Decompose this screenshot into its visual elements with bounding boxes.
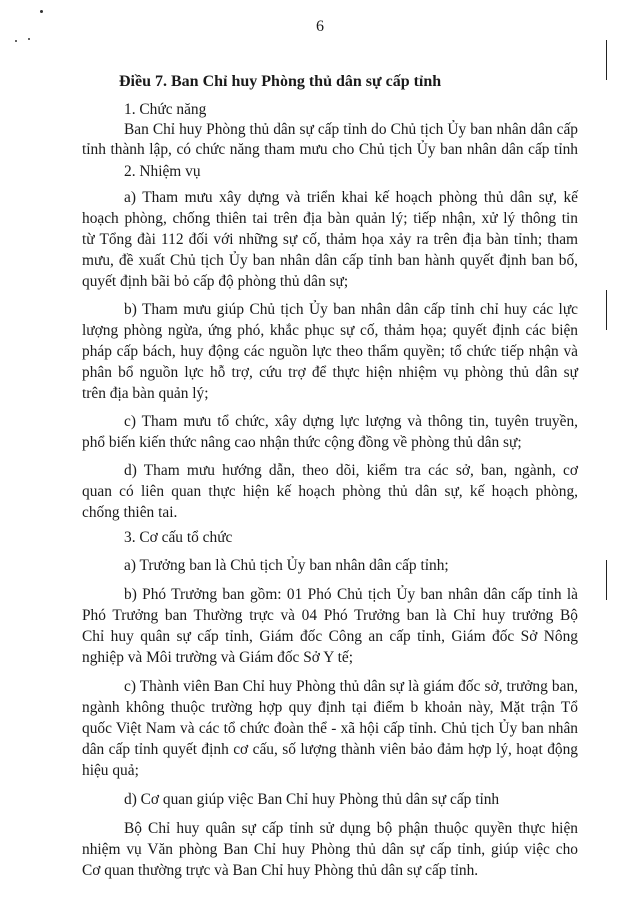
text-line: dân cấp tỉnh quyết định cơ cấu, số lượng thành viên bảo đảm hợp lý, hoạt động — [82, 741, 578, 758]
text-line: quyết định bãi bỏ cấp độ phòng thủ dân sự; — [82, 273, 349, 290]
text-line: từ Tổng đài 112 đối với những sự cố, thảm họa xảy ra trên địa bàn tỉnh; tham — [82, 231, 578, 248]
text-line: hiệu quả; — [82, 762, 139, 779]
text-line: hoạch phòng, chống thiên tai trên địa bàn quản lý; tiếp nhận, xử lý thông tin — [82, 210, 578, 227]
text-line: Bộ Chỉ huy quân sự cấp tỉnh sử dụng bộ phận thuộc quyền thực hiện — [124, 820, 578, 837]
text-line: c) Thành viên Ban Chỉ huy Phòng thủ dân sự là giám đốc sở, trưởng ban, — [124, 678, 578, 695]
section-heading: 1. Chức năng — [124, 101, 207, 118]
text-line: c) Tham mưu tổ chức, xây dựng lực lượng và thông tin, tuyên truyền, — [124, 413, 578, 430]
text-line: quốc Việt Nam và các tổ chức đoàn thể - xã hội cấp tỉnh. Chủ tịch Ủy ban nhân — [82, 720, 578, 737]
section-heading: 2. Nhiệm vụ — [124, 163, 201, 180]
text-line: chống thiên tai. — [82, 504, 178, 521]
text-line: Ban Chỉ huy Phòng thủ dân sự cấp tỉnh do Chủ tịch Ủy ban nhân dân cấp — [124, 121, 578, 138]
scan-speck — [15, 40, 17, 42]
text-line: a) Trưởng ban là Chủ tịch Ủy ban nhân dân cấp tỉnh; — [124, 557, 449, 574]
text-line: d) Cơ quan giúp việc Ban Chỉ huy Phòng thủ dân sự cấp tỉnh — [124, 791, 500, 808]
text-line: mưu, đề xuất Chủ tịch Ủy ban nhân dân cấp tỉnh ban hành quyết định ban bố, — [82, 252, 578, 269]
text-line: nhiệm vụ Văn phòng Ban Chỉ huy Phòng thủ dân sự cấp tỉnh, giúp việc cho — [82, 841, 578, 858]
article-title: Điều 7. Ban Chỉ huy Phòng thủ dân sự cấp tỉnh — [119, 73, 442, 90]
scan-speck — [40, 10, 43, 13]
text-line: trên địa bàn quản lý; — [82, 385, 209, 402]
scan-edge-line — [606, 290, 607, 330]
text-line: ngành không thuộc trường hợp quy định tại điểm b khoản này, Mặt trận Tổ — [82, 699, 578, 716]
text-line: lượng phòng ngừa, ứng phó, khắc phục sự cố, thảm họa; quyết định các biện — [82, 322, 578, 339]
text-line: d) Tham mưu hướng dẫn, theo dõi, kiểm tra các sở, ban, ngành, cơ — [124, 462, 578, 479]
text-line: phổ biến kiến thức nâng cao nhận thức cộng đồng về phòng thủ dân sự; — [82, 434, 522, 451]
text-line: a) Tham mưu xây dựng và triển khai kế hoạch phòng thủ dân sự, kế — [124, 189, 578, 206]
text-line: b) Phó Trưởng ban gồm: 01 Phó Chủ tịch Ủy ban nhân dân cấp tỉnh là — [124, 586, 578, 603]
text-line: quan có liên quan thực hiện kế hoạch phòng thủ dân sự, kế hoạch phòng, — [82, 483, 578, 500]
scan-speck — [28, 38, 30, 40]
section-heading: 3. Cơ cấu tổ chức — [124, 529, 233, 546]
text-line: tỉnh thành lập, có chức năng tham mưu cho Chủ tịch Ủy ban nhân dân cấp tỉnh — [82, 141, 578, 158]
scan-edge-line — [606, 40, 607, 80]
text-line: Chỉ huy quân sự cấp tỉnh, Giám đốc Công an cấp tỉnh, Giám đốc Sở Nông — [82, 628, 578, 645]
text-line: Phó Trưởng ban Thường trực và 04 Phó Trưởng ban là Chỉ huy trưởng Bộ — [82, 607, 578, 624]
text-line: nghiệp và Môi trường và Giám đốc Sở Y tế; — [82, 649, 353, 666]
scan-edge-line — [606, 560, 607, 600]
text-line: pháp cấp bách, huy động các nguồn lực theo thẩm quyền; tổ chức tiếp nhận và — [82, 343, 578, 360]
page-number: 6 — [316, 18, 324, 35]
text-line: Cơ quan thường trực và Ban Chỉ huy Phòng thủ dân sự cấp tỉnh. — [82, 862, 479, 879]
text-line: phân bổ nguồn lực hỗ trợ, cứu trợ để thực hiện nhiệm vụ phòng thủ dân sự — [82, 364, 578, 381]
text-line: b) Tham mưu giúp Chủ tịch Ủy ban nhân dân cấp tỉnh chỉ huy các lực — [124, 301, 578, 318]
